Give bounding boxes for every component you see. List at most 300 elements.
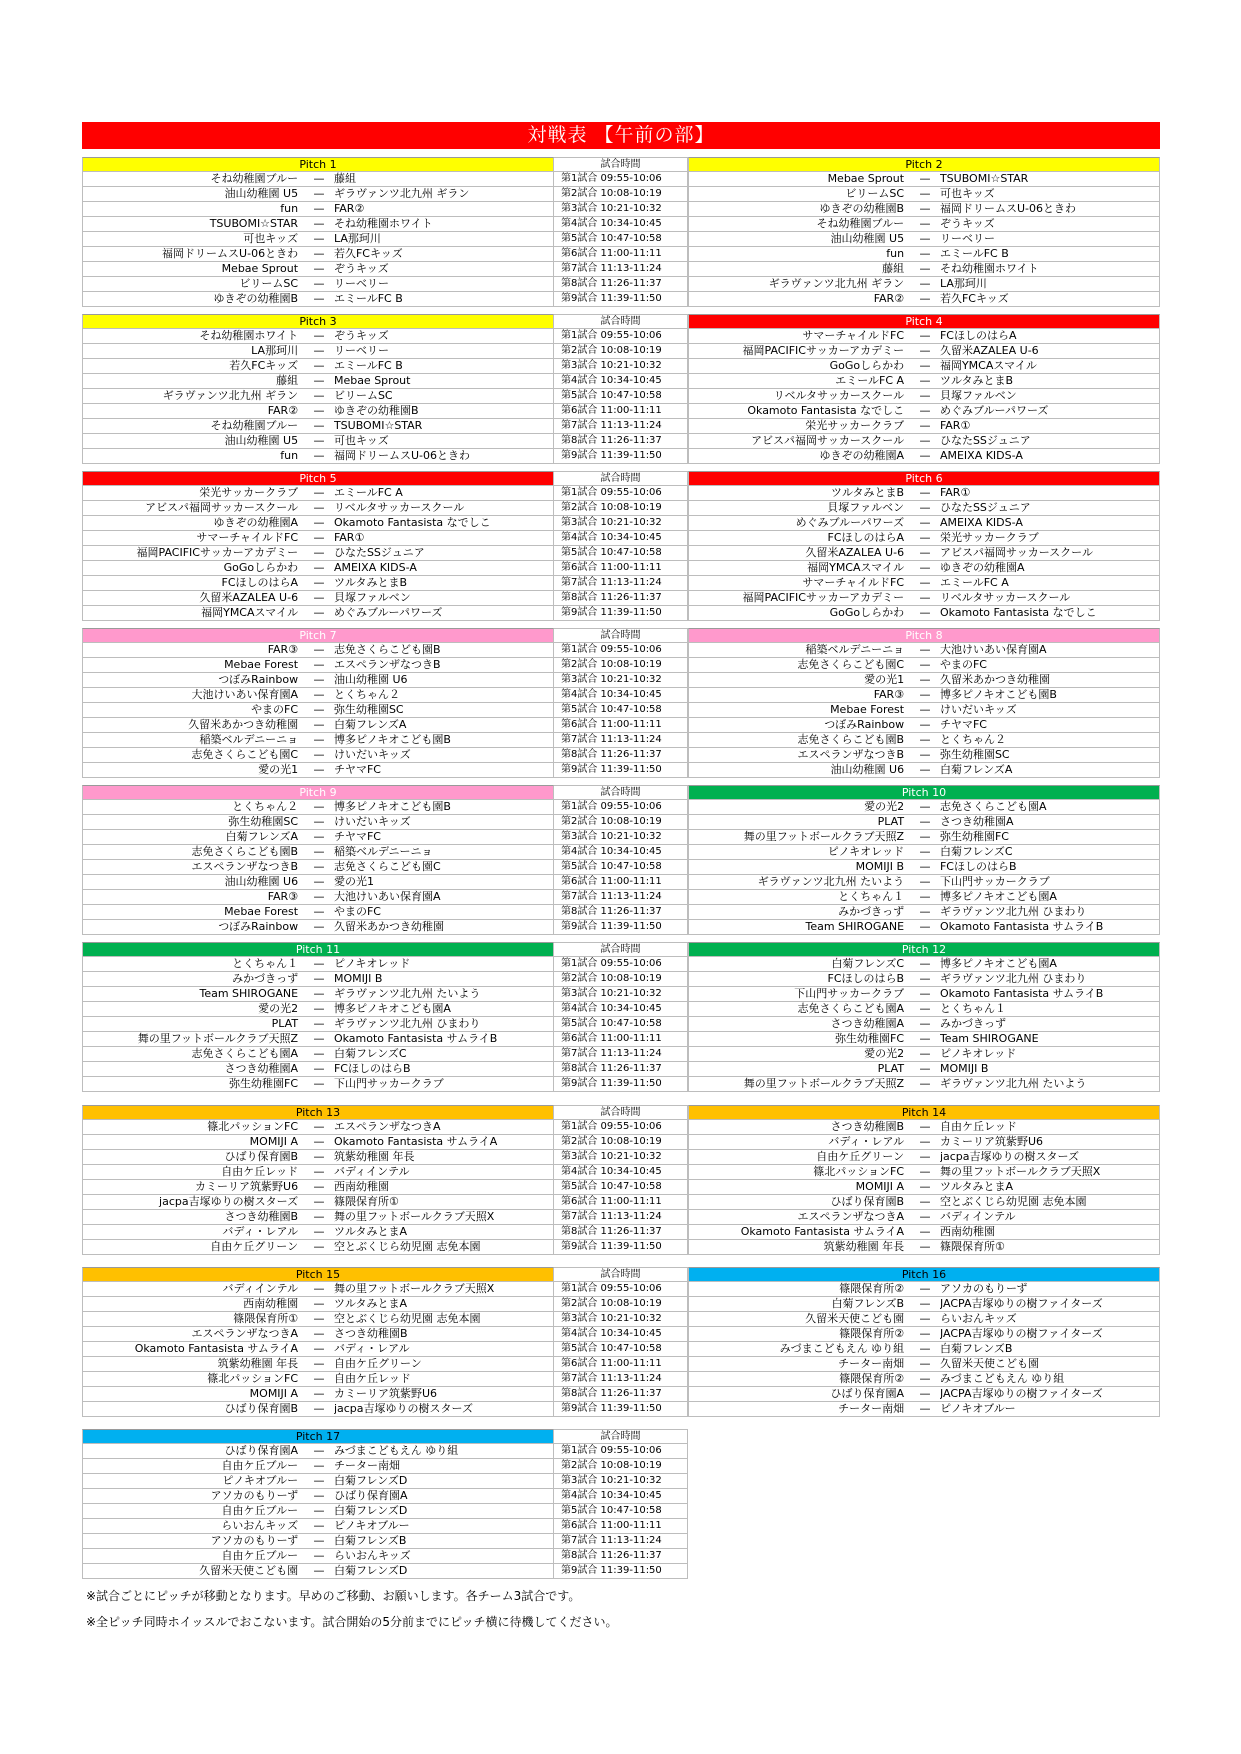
match-pair bbox=[82, 800, 554, 815]
match-row bbox=[82, 1357, 1160, 1372]
match-row bbox=[82, 860, 1160, 875]
page-title: 対戦表 【午前の部】 bbox=[82, 122, 1160, 149]
home-team: jacpa吉塚ゆりの樹スターズ bbox=[159, 1195, 299, 1208]
home-team: 篠隈保育所① bbox=[233, 1312, 299, 1325]
vs-dash: — bbox=[919, 1180, 931, 1193]
match-pair bbox=[82, 920, 554, 935]
vs-dash: — bbox=[313, 800, 325, 813]
away-team: チヤマFC bbox=[333, 830, 381, 843]
match-pair bbox=[82, 359, 554, 374]
home-team: FCほしのはらB bbox=[827, 972, 905, 985]
away-team: リーベリー bbox=[939, 232, 995, 245]
match-time: 第4試合 10:34-10:45 bbox=[554, 217, 688, 232]
away-team: カミーリア筑紫野U6 bbox=[939, 1135, 1044, 1148]
pitch-block-row bbox=[82, 942, 1160, 1092]
match-pair bbox=[82, 1327, 554, 1342]
pitch-block-row bbox=[82, 314, 1160, 464]
away-team: 博多ピノキオこども園A bbox=[939, 957, 1057, 970]
vs-dash: — bbox=[313, 1135, 325, 1148]
home-team: 久留米AZALEA U-6 bbox=[805, 546, 905, 559]
home-team: PLAT bbox=[271, 1017, 299, 1030]
home-team: TSUBOMI☆STAR bbox=[209, 217, 299, 230]
away-team: 空とぶくじら幼児園 志免本園 bbox=[333, 1240, 481, 1253]
home-team: 稲築ベルデニーニョ bbox=[199, 733, 299, 746]
pitch-block-row bbox=[82, 628, 1160, 778]
vs-dash: — bbox=[919, 890, 931, 903]
away-team: 白菊フレンズB bbox=[333, 1534, 407, 1547]
match-row bbox=[82, 561, 1160, 576]
match-time: 第6試合 11:00-11:11 bbox=[554, 404, 688, 419]
away-team: 志免さくらこども園B bbox=[333, 643, 441, 656]
match-time: 第5試合 10:47-10:58 bbox=[554, 703, 688, 718]
match-time: 第6試合 11:00-11:11 bbox=[554, 1519, 688, 1534]
vs-dash: — bbox=[919, 875, 931, 888]
home-team: ゆきぞの幼稚園A bbox=[213, 516, 299, 529]
match-row bbox=[82, 957, 1160, 972]
home-team: 下山門サッカークラブ bbox=[794, 987, 905, 1000]
home-team: 貝塚ファルベン bbox=[827, 501, 905, 514]
vs-dash: — bbox=[313, 1549, 325, 1562]
match-row bbox=[82, 890, 1160, 905]
match-pair bbox=[82, 329, 554, 344]
match-pair bbox=[82, 1444, 554, 1459]
match-row bbox=[82, 404, 1160, 419]
home-team: 篠隈保育所② bbox=[839, 1327, 905, 1340]
vs-dash: — bbox=[313, 1444, 325, 1457]
home-team: 舞の里フットボールクラブ天照Z bbox=[743, 1077, 905, 1090]
match-pair bbox=[688, 703, 1160, 718]
match-pair bbox=[688, 591, 1160, 606]
match-time: 第1試合 09:55-10:06 bbox=[554, 172, 688, 187]
home-team: アソカのもりーず bbox=[210, 1489, 299, 1502]
match-time: 第2試合 10:08-10:19 bbox=[554, 1135, 688, 1150]
away-team: 志免さくらこども園C bbox=[333, 860, 441, 873]
vs-dash: — bbox=[313, 905, 325, 918]
match-time: 第7試合 11:13-11:24 bbox=[554, 1210, 688, 1225]
match-row bbox=[82, 1120, 1160, 1135]
away-team: Okamoto Fantasista サムライB bbox=[939, 987, 1104, 1000]
away-team: そね幼稚園ホワイト bbox=[939, 262, 1039, 275]
match-pair bbox=[82, 516, 554, 531]
home-team: FCほしのはらA bbox=[827, 531, 905, 544]
home-team: やまのFC bbox=[251, 703, 299, 716]
pitch-header: Pitch 14 bbox=[688, 1105, 1160, 1120]
match-time: 第8試合 11:26-11:37 bbox=[554, 1549, 688, 1564]
home-team: さつき幼稚園B bbox=[224, 1210, 299, 1223]
match-pair bbox=[82, 875, 554, 890]
match-pair bbox=[688, 486, 1160, 501]
match-time: 第6試合 11:00-11:11 bbox=[554, 718, 688, 733]
match-row bbox=[82, 643, 1160, 658]
vs-dash: — bbox=[313, 419, 325, 432]
away-team: 白菊フレンズA bbox=[939, 763, 1013, 776]
match-pair bbox=[688, 434, 1160, 449]
home-team: めぐみブルーパワーズ bbox=[795, 516, 905, 529]
home-team: 白菊フレンズC bbox=[831, 957, 905, 970]
match-pair bbox=[688, 688, 1160, 703]
match-pair bbox=[688, 449, 1160, 464]
match-row bbox=[82, 1489, 1160, 1504]
match-row bbox=[82, 1402, 1160, 1417]
vs-dash: — bbox=[919, 389, 931, 402]
home-team: とくちゃん１ bbox=[838, 890, 905, 903]
match-pair bbox=[688, 202, 1160, 217]
vs-dash: — bbox=[313, 688, 325, 701]
match-pair bbox=[688, 1357, 1160, 1372]
away-team: ギラヴァンツ北九州 ひまわり bbox=[939, 905, 1087, 918]
home-team: 藤組 bbox=[276, 374, 299, 387]
match-time: 第9試合 11:39-11:50 bbox=[554, 1077, 688, 1092]
vs-dash: — bbox=[313, 1474, 325, 1487]
away-team: バディインテル bbox=[333, 1165, 410, 1178]
match-time: 第6試合 11:00-11:11 bbox=[554, 875, 688, 890]
away-team: ギラヴァンツ北九州 たいよう bbox=[939, 1077, 1087, 1090]
home-team: ビリームSC bbox=[239, 277, 299, 290]
home-team: ピノキオレッド bbox=[827, 845, 905, 858]
match-row bbox=[82, 419, 1160, 434]
match-pair bbox=[82, 247, 554, 262]
match-pair bbox=[82, 449, 554, 464]
match-row bbox=[82, 1282, 1160, 1297]
vs-dash: — bbox=[919, 987, 931, 1000]
match-time: 第5試合 10:47-10:58 bbox=[554, 1180, 688, 1195]
vs-dash: — bbox=[313, 703, 325, 716]
away-team: ぞうキッズ bbox=[939, 217, 995, 230]
match-row bbox=[82, 1135, 1160, 1150]
match-row bbox=[82, 875, 1160, 890]
match-pair bbox=[688, 516, 1160, 531]
time-column-header: 試合時間 bbox=[554, 157, 688, 172]
match-row bbox=[82, 344, 1160, 359]
vs-dash: — bbox=[919, 486, 931, 499]
home-team: Mebae Sprout bbox=[827, 172, 905, 185]
vs-dash: — bbox=[313, 606, 325, 619]
match-time: 第5試合 10:47-10:58 bbox=[554, 232, 688, 247]
home-team: 志免さくらこども園B bbox=[191, 845, 299, 858]
vs-dash: — bbox=[313, 389, 325, 402]
match-time: 第2試合 10:08-10:19 bbox=[554, 658, 688, 673]
match-pair bbox=[688, 658, 1160, 673]
away-team: FCほしのはらB bbox=[939, 860, 1017, 873]
away-team: 白菊フレンズC bbox=[333, 1047, 407, 1060]
match-pair bbox=[82, 1564, 554, 1579]
away-team: FAR② bbox=[333, 202, 365, 215]
match-row bbox=[82, 1327, 1160, 1342]
vs-dash: — bbox=[313, 860, 325, 873]
away-team: MOMIJI B bbox=[939, 1062, 989, 1075]
match-pair bbox=[82, 187, 554, 202]
match-pair bbox=[688, 1225, 1160, 1240]
away-team: ツルタみとまB bbox=[939, 374, 1014, 387]
match-pair bbox=[82, 292, 554, 307]
vs-dash: — bbox=[313, 1534, 325, 1547]
vs-dash: — bbox=[313, 1195, 325, 1208]
home-team: アビスパ福岡サッカースクール bbox=[145, 501, 299, 514]
match-row bbox=[82, 1002, 1160, 1017]
match-time: 第8試合 11:26-11:37 bbox=[554, 748, 688, 763]
pitch-header: Pitch 13 bbox=[82, 1105, 554, 1120]
away-team: エスペランザなつきA bbox=[333, 1120, 441, 1133]
pitch-header: Pitch 5 bbox=[82, 471, 554, 486]
vs-dash: — bbox=[313, 718, 325, 731]
home-team: 筑紫幼稚園 年長 bbox=[823, 1240, 905, 1253]
vs-dash: — bbox=[919, 292, 931, 305]
match-row bbox=[82, 374, 1160, 389]
match-pair bbox=[688, 501, 1160, 516]
match-row bbox=[82, 172, 1160, 187]
vs-dash: — bbox=[919, 561, 931, 574]
pitch-header: Pitch 9 bbox=[82, 785, 554, 800]
pitch-block-row bbox=[82, 157, 1160, 307]
vs-dash: — bbox=[313, 1047, 325, 1060]
home-team: エスペランザなつきB bbox=[191, 860, 299, 873]
vs-dash: — bbox=[919, 187, 931, 200]
away-team: リベルタサッカースクール bbox=[333, 501, 465, 514]
match-row bbox=[82, 987, 1160, 1002]
away-team: 弥生幼稚園SC bbox=[939, 748, 1010, 761]
away-team: 下山門サッカークラブ bbox=[333, 1077, 444, 1090]
match-row bbox=[82, 920, 1160, 935]
home-team: さつき幼稚園B bbox=[830, 1120, 905, 1133]
match-time: 第3試合 10:21-10:32 bbox=[554, 1474, 688, 1489]
match-time: 第4試合 10:34-10:45 bbox=[554, 845, 688, 860]
away-team: ピノキオレッド bbox=[939, 1047, 1017, 1060]
match-pair bbox=[82, 1297, 554, 1312]
match-pair bbox=[82, 845, 554, 860]
home-team: 愛の光1 bbox=[258, 763, 299, 776]
vs-dash: — bbox=[919, 344, 931, 357]
vs-dash: — bbox=[919, 232, 931, 245]
away-team: さつき幼稚園A bbox=[939, 815, 1014, 828]
vs-dash: — bbox=[919, 688, 931, 701]
match-time: 第8試合 11:26-11:37 bbox=[554, 277, 688, 292]
match-time: 第9試合 11:39-11:50 bbox=[554, 1402, 688, 1417]
vs-dash: — bbox=[313, 262, 325, 275]
vs-dash: — bbox=[313, 486, 325, 499]
away-team: ひばり保育園A bbox=[333, 1489, 408, 1502]
home-team: 筑紫幼稚園 年長 bbox=[217, 1357, 299, 1370]
home-team: 志免さくらこども園B bbox=[797, 733, 905, 746]
home-team: GoGoしらかわ bbox=[829, 606, 905, 619]
match-time: 第5試合 10:47-10:58 bbox=[554, 546, 688, 561]
match-time: 第7試合 11:13-11:24 bbox=[554, 733, 688, 748]
home-team: Mebae Forest bbox=[224, 905, 299, 918]
match-pair bbox=[688, 1150, 1160, 1165]
away-team: FAR① bbox=[939, 486, 971, 499]
vs-dash: — bbox=[919, 1342, 931, 1355]
match-row bbox=[82, 1564, 1160, 1579]
vs-dash: — bbox=[919, 449, 931, 462]
vs-dash: — bbox=[313, 277, 325, 290]
away-team: とくちゃん２ bbox=[939, 733, 1006, 746]
match-time: 第2試合 10:08-10:19 bbox=[554, 815, 688, 830]
match-pair bbox=[82, 1225, 554, 1240]
away-team: ピノキオレッド bbox=[333, 957, 411, 970]
match-pair bbox=[82, 763, 554, 778]
match-pair bbox=[82, 419, 554, 434]
home-team: 若久FCキッズ bbox=[229, 359, 299, 372]
vs-dash: — bbox=[313, 890, 325, 903]
away-team: みかづきっず bbox=[939, 1017, 1006, 1030]
home-team: ひばり保育園A bbox=[830, 1387, 905, 1400]
match-row bbox=[82, 658, 1160, 673]
vs-dash: — bbox=[313, 1357, 325, 1370]
match-pair bbox=[688, 1165, 1160, 1180]
away-team: めぐみブルーパワーズ bbox=[333, 606, 443, 619]
home-team: 篠隈保育所② bbox=[839, 1282, 905, 1295]
home-team: 弥生幼稚園SC bbox=[228, 815, 299, 828]
home-team: そね幼稚園ブルー bbox=[816, 217, 905, 230]
vs-dash: — bbox=[313, 920, 325, 933]
time-column-header: 試合時間 bbox=[554, 628, 688, 643]
away-team: 愛の光1 bbox=[333, 875, 374, 888]
match-time: 第3試合 10:21-10:32 bbox=[554, 673, 688, 688]
away-team: エミールFC A bbox=[939, 576, 1009, 589]
match-pair bbox=[688, 1282, 1160, 1297]
match-pair bbox=[688, 247, 1160, 262]
match-row bbox=[82, 202, 1160, 217]
match-time: 第4試合 10:34-10:45 bbox=[554, 688, 688, 703]
vs-dash: — bbox=[313, 1002, 325, 1015]
match-pair bbox=[82, 1210, 554, 1225]
match-pair bbox=[688, 419, 1160, 434]
match-row bbox=[82, 1474, 1160, 1489]
vs-dash: — bbox=[313, 875, 325, 888]
vs-dash: — bbox=[313, 748, 325, 761]
match-time: 第1試合 09:55-10:06 bbox=[554, 800, 688, 815]
match-pair bbox=[82, 957, 554, 972]
vs-dash: — bbox=[919, 1387, 931, 1400]
away-team: 博多ピノキオこども園A bbox=[333, 1002, 451, 1015]
vs-dash: — bbox=[313, 1240, 325, 1253]
vs-dash: — bbox=[313, 1282, 325, 1295]
empty-area bbox=[688, 1474, 1160, 1489]
match-pair bbox=[688, 890, 1160, 905]
away-team: jacpa吉塚ゆりの樹スターズ bbox=[333, 1402, 473, 1415]
match-pair bbox=[688, 404, 1160, 419]
match-pair bbox=[82, 1120, 554, 1135]
away-team: 篠隈保育所① bbox=[333, 1195, 399, 1208]
away-team: TSUBOMI☆STAR bbox=[333, 419, 423, 432]
match-time: 第3試合 10:21-10:32 bbox=[554, 202, 688, 217]
away-team: けいだいキッズ bbox=[333, 815, 411, 828]
home-team: エスペランザなつきA bbox=[191, 1327, 299, 1340]
match-time: 第1試合 09:55-10:06 bbox=[554, 1120, 688, 1135]
time-column-header: 試合時間 bbox=[554, 1267, 688, 1282]
match-pair bbox=[82, 860, 554, 875]
away-team: ビリームSC bbox=[333, 389, 393, 402]
away-team: ギラヴァンツ北九州 たいよう bbox=[333, 987, 481, 1000]
match-time: 第9試合 11:39-11:50 bbox=[554, 606, 688, 621]
match-pair bbox=[82, 733, 554, 748]
away-team: 久留米あかつき幼稚園 bbox=[939, 673, 1050, 686]
away-team: チヤマFC bbox=[939, 718, 987, 731]
match-row bbox=[82, 1519, 1160, 1534]
match-row bbox=[82, 501, 1160, 516]
away-team: 貝塚ファルベン bbox=[939, 389, 1017, 402]
away-team: ギラヴァンツ北九州 ギラン bbox=[333, 187, 470, 200]
away-team: ツルタみとまB bbox=[333, 576, 408, 589]
match-time: 第9試合 11:39-11:50 bbox=[554, 920, 688, 935]
home-team: つぼみRainbow bbox=[218, 673, 299, 686]
vs-dash: — bbox=[919, 815, 931, 828]
match-time: 第6試合 11:00-11:11 bbox=[554, 561, 688, 576]
match-time: 第8試合 11:26-11:37 bbox=[554, 905, 688, 920]
home-team: らいおんキッズ bbox=[221, 1519, 299, 1532]
match-pair bbox=[688, 1195, 1160, 1210]
match-pair bbox=[688, 329, 1160, 344]
away-team: ギラヴァンツ北九州 ひまわり bbox=[939, 972, 1087, 985]
match-time: 第1試合 09:55-10:06 bbox=[554, 1282, 688, 1297]
home-team: fun bbox=[280, 202, 299, 215]
match-pair bbox=[688, 1387, 1160, 1402]
match-pair bbox=[688, 860, 1160, 875]
match-time: 第7試合 11:13-11:24 bbox=[554, 1534, 688, 1549]
home-team: Okamoto Fantasista サムライA bbox=[740, 1225, 905, 1238]
match-pair bbox=[82, 1312, 554, 1327]
match-time: 第5試合 10:47-10:58 bbox=[554, 389, 688, 404]
vs-dash: — bbox=[919, 1032, 931, 1045]
match-pair bbox=[688, 957, 1160, 972]
match-pair bbox=[82, 1150, 554, 1165]
empty-area bbox=[688, 1444, 1160, 1459]
away-team: 弥生幼稚園SC bbox=[333, 703, 404, 716]
away-team: 稲築ベルデニーニョ bbox=[333, 845, 433, 858]
vs-dash: — bbox=[919, 1062, 931, 1075]
match-row bbox=[82, 703, 1160, 718]
match-time: 第5試合 10:47-10:58 bbox=[554, 860, 688, 875]
match-row bbox=[82, 531, 1160, 546]
match-row bbox=[82, 1195, 1160, 1210]
home-team: 自由ケ丘ブルー bbox=[221, 1459, 299, 1472]
vs-dash: — bbox=[919, 905, 931, 918]
vs-dash: — bbox=[313, 1017, 325, 1030]
match-pair bbox=[688, 830, 1160, 845]
match-row bbox=[82, 546, 1160, 561]
match-pair bbox=[82, 1489, 554, 1504]
away-team: 藤組 bbox=[333, 172, 356, 185]
away-team: 白菊フレンズA bbox=[333, 718, 407, 731]
match-pair bbox=[688, 920, 1160, 935]
vs-dash: — bbox=[919, 404, 931, 417]
away-team: Team SHIROGANE bbox=[939, 1032, 1039, 1045]
home-team: FAR② bbox=[267, 404, 299, 417]
vs-dash: — bbox=[313, 1150, 325, 1163]
vs-dash: — bbox=[919, 1150, 931, 1163]
match-time: 第8試合 11:26-11:37 bbox=[554, 1062, 688, 1077]
vs-dash: — bbox=[313, 1519, 325, 1532]
away-team: らいおんキッズ bbox=[939, 1312, 1017, 1325]
home-team: ひばり保育園A bbox=[224, 1444, 299, 1457]
pitch-header: Pitch 2 bbox=[688, 157, 1160, 172]
match-pair bbox=[688, 1240, 1160, 1255]
away-team: 自由ケ丘レッド bbox=[939, 1120, 1017, 1133]
home-team: 自由ケ丘グリーン bbox=[210, 1240, 299, 1253]
away-team: 油山幼稚園 U6 bbox=[333, 673, 408, 686]
away-team: らいおんキッズ bbox=[333, 1549, 411, 1562]
vs-dash: — bbox=[313, 516, 325, 529]
vs-dash: — bbox=[919, 1312, 931, 1325]
vs-dash: — bbox=[313, 1387, 325, 1400]
match-pair bbox=[688, 1312, 1160, 1327]
vs-dash: — bbox=[919, 1047, 931, 1060]
note-line-2: ※全ピッチ同時ホイッスルでおこないます。試合開始の5分前までにピッチ横に待機してください。 bbox=[86, 1615, 618, 1629]
vs-dash: — bbox=[313, 1077, 325, 1090]
home-team: Mebae Forest bbox=[830, 703, 905, 716]
home-team: 福岡PACIFICサッカーアカデミー bbox=[742, 344, 905, 357]
vs-dash: — bbox=[919, 718, 931, 731]
home-team: カミーリア筑紫野U6 bbox=[195, 1180, 299, 1193]
